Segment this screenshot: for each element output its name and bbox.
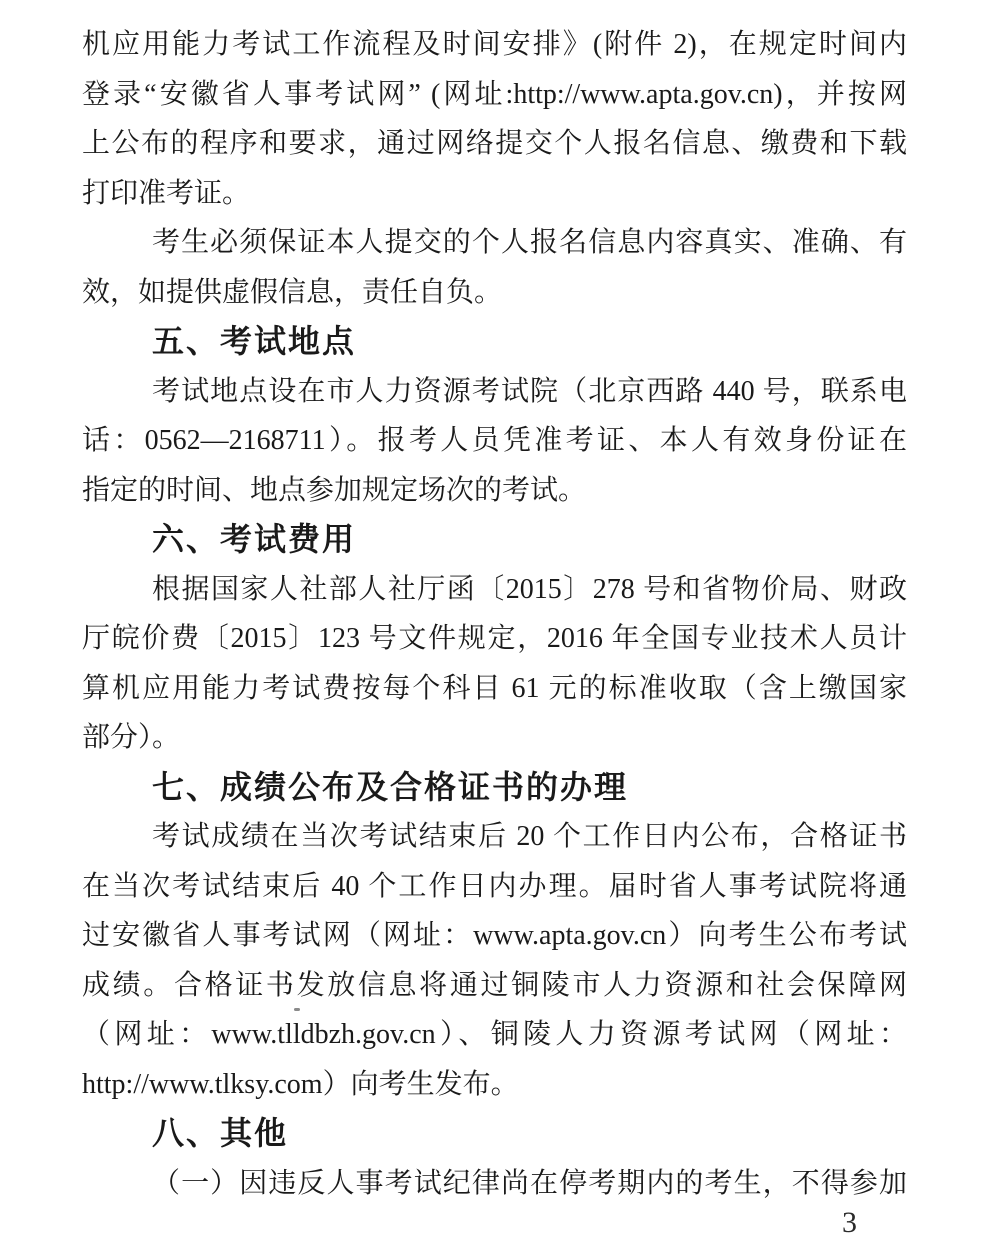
- text-line: （一）因违反人事考试纪律尚在停考期内的考生，不得参加: [152, 1167, 907, 1199]
- text-line: 过安徽省人事考试网（网址：www.apta.gov.cn）向考生公布考试: [82, 920, 907, 951]
- text-line: 在当次考试结束后 40 个工作日内办理。届时省人事考试院将通: [82, 870, 907, 902]
- section-heading: 六、考试费用: [152, 521, 357, 557]
- section-heading: 八、其他: [152, 1115, 289, 1151]
- text-line: 指定的时间、地点参加规定场次的考试。: [82, 474, 587, 506]
- text-line: 上公布的程序和要求，通过网络提交个人报名信息、缴费和下载: [82, 128, 907, 159]
- text-line: http://www.tlksy.com）向考生发布。: [82, 1068, 519, 1100]
- page-number: 3: [842, 1206, 857, 1239]
- text-line: 成绩。合格证书发放信息将通过铜陵市人力资源和社会保障网: [82, 969, 907, 1001]
- text-line: 机应用能力考试工作流程及时间安排》(附件 2)，在规定时间内: [82, 29, 907, 60]
- text-line: （网址：www.tlldbzh.gov.cn）、铜陵人力资源考试网（网址：: [82, 1019, 907, 1050]
- section-heading: 七、成绩公布及合格证书的办理: [152, 768, 629, 805]
- section-heading: 五、考试地点: [152, 323, 357, 359]
- text-line: 算机应用能力考试费按每个科目 61 元的标准收取（含上缴国家: [82, 672, 907, 704]
- text-line: 部分）。: [82, 722, 181, 753]
- text-line: 考试地点设在市人力资源考试院（北京西路 440 号，联系电: [152, 375, 907, 407]
- document-body: [82, 20, 907, 1208]
- text-line: 根据国家人社部人社厅函〔2015〕278 号和省物价局、财政: [152, 573, 907, 605]
- text-line: 厅皖价费〔2015〕123 号文件规定，2016 年全国专业技术人员计: [82, 623, 907, 654]
- text-line: 考试成绩在当次考试结束后 20 个工作日内公布，合格证书: [152, 821, 907, 852]
- text-line: 考生必须保证本人提交的个人报名信息内容真实、准确、有: [152, 227, 907, 258]
- text-line: 效，如提供虚假信息，责任自负。: [82, 276, 503, 308]
- scan-artifact: [294, 1008, 300, 1011]
- text-line: 话：0562—2168711）。报考人员凭准考证、本人有效身份证在: [82, 425, 907, 456]
- text-line: 打印准考证。: [82, 177, 251, 209]
- text-line: 登录“安徽省人事考试网” (网址:http://www.apta.gov.cn)，并按网: [82, 78, 907, 110]
